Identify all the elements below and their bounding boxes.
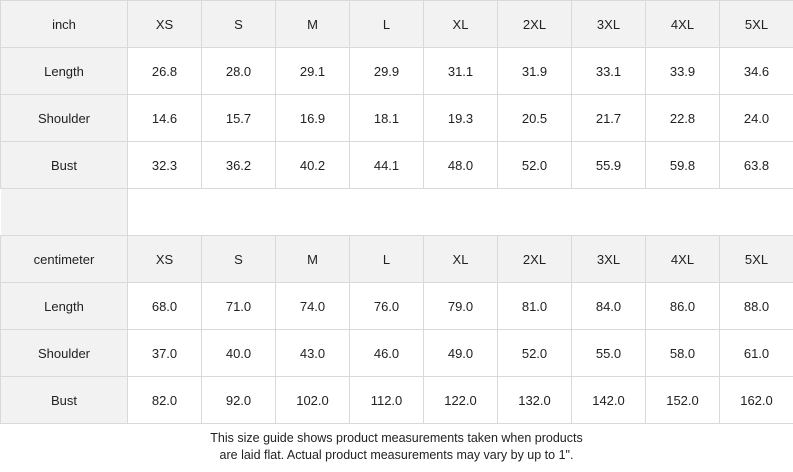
cell-shoulder-5xl-cm: 61.0	[720, 330, 793, 377]
cell-shoulder-m-cm: 43.0	[276, 330, 350, 377]
cell-bust-4xl-inch: 59.8	[646, 142, 720, 189]
cell-shoulder-l-cm: 46.0	[350, 330, 424, 377]
size-header-2xl-inch: 2XL	[498, 1, 572, 48]
cell-shoulder-2xl-inch: 20.5	[498, 95, 572, 142]
cell-length-xs-inch: 26.8	[128, 48, 202, 95]
cell-bust-s-inch: 36.2	[202, 142, 276, 189]
table-spacer-row	[1, 189, 793, 236]
size-header-5xl-inch: 5XL	[720, 1, 793, 48]
cell-shoulder-m-inch: 16.9	[276, 95, 350, 142]
size-header-xl-inch: XL	[424, 1, 498, 48]
table-row	[1, 48, 793, 95]
cell-shoulder-xl-inch: 19.3	[424, 95, 498, 142]
cell-length-4xl-cm: 86.0	[646, 283, 720, 330]
cell-shoulder-xl-cm: 49.0	[424, 330, 498, 377]
cell-shoulder-5xl-inch: 24.0	[720, 95, 793, 142]
size-header-3xl-inch: 3XL	[572, 1, 646, 48]
cell-shoulder-s-cm: 40.0	[202, 330, 276, 377]
cell-bust-5xl-cm: 162.0	[720, 377, 793, 424]
row-label-length-cm: Length	[1, 283, 128, 330]
cell-shoulder-3xl-inch: 21.7	[572, 95, 646, 142]
cell-bust-s-cm: 92.0	[202, 377, 276, 424]
table-row	[1, 283, 793, 330]
cell-length-3xl-inch: 33.1	[572, 48, 646, 95]
size-header-m-inch: M	[276, 1, 350, 48]
cell-length-3xl-cm: 84.0	[572, 283, 646, 330]
cell-shoulder-4xl-inch: 22.8	[646, 95, 720, 142]
cell-bust-4xl-cm: 152.0	[646, 377, 720, 424]
cell-length-2xl-inch: 31.9	[498, 48, 572, 95]
cell-bust-2xl-cm: 132.0	[498, 377, 572, 424]
size-header-xl-cm: XL	[424, 236, 498, 283]
table-row	[1, 95, 793, 142]
unit-label-cm: centimeter	[1, 236, 128, 283]
cell-shoulder-3xl-cm: 55.0	[572, 330, 646, 377]
table-header-row-cm	[1, 236, 793, 283]
cell-shoulder-xs-cm: 37.0	[128, 330, 202, 377]
cell-length-s-inch: 28.0	[202, 48, 276, 95]
cell-length-xs-cm: 68.0	[128, 283, 202, 330]
table-header-row-inch	[1, 1, 793, 48]
cell-bust-xs-cm: 82.0	[128, 377, 202, 424]
cell-length-l-inch: 29.9	[350, 48, 424, 95]
row-label-length-inch: Length	[1, 48, 128, 95]
size-header-xs-cm: XS	[128, 236, 202, 283]
cell-length-xl-cm: 79.0	[424, 283, 498, 330]
size-header-3xl-cm: 3XL	[572, 236, 646, 283]
size-header-4xl-cm: 4XL	[646, 236, 720, 283]
size-header-l-cm: L	[350, 236, 424, 283]
table-row	[1, 330, 793, 377]
unit-label-inch: inch	[1, 1, 128, 48]
row-label-bust-inch: Bust	[1, 142, 128, 189]
cell-bust-l-cm: 112.0	[350, 377, 424, 424]
table-row	[1, 377, 793, 424]
cell-shoulder-l-inch: 18.1	[350, 95, 424, 142]
cell-shoulder-4xl-cm: 58.0	[646, 330, 720, 377]
cell-bust-3xl-cm: 142.0	[572, 377, 646, 424]
size-header-2xl-cm: 2XL	[498, 236, 572, 283]
row-label-shoulder-inch: Shoulder	[1, 95, 128, 142]
cell-shoulder-xs-inch: 14.6	[128, 95, 202, 142]
cell-length-l-cm: 76.0	[350, 283, 424, 330]
row-label-bust-cm: Bust	[1, 377, 128, 424]
row-label-shoulder-cm: Shoulder	[1, 330, 128, 377]
cell-bust-m-cm: 102.0	[276, 377, 350, 424]
cell-bust-xl-cm: 122.0	[424, 377, 498, 424]
cell-bust-2xl-inch: 52.0	[498, 142, 572, 189]
size-header-s-inch: S	[202, 1, 276, 48]
cell-bust-xs-inch: 32.3	[128, 142, 202, 189]
cell-shoulder-2xl-cm: 52.0	[498, 330, 572, 377]
cell-shoulder-s-inch: 15.7	[202, 95, 276, 142]
cell-length-m-cm: 74.0	[276, 283, 350, 330]
table-row	[1, 142, 793, 189]
cell-length-4xl-inch: 33.9	[646, 48, 720, 95]
size-guide-note-line1: This size guide shows product measurements taken when products	[210, 431, 583, 445]
size-guide-note-line2: are laid flat. Actual product measurements may vary by up to 1".	[219, 448, 574, 462]
cell-bust-3xl-inch: 55.9	[572, 142, 646, 189]
size-header-xs-inch: XS	[128, 1, 202, 48]
size-header-5xl-cm: 5XL	[720, 236, 793, 283]
size-header-4xl-inch: 4XL	[646, 1, 720, 48]
cell-length-2xl-cm: 81.0	[498, 283, 572, 330]
cell-length-5xl-inch: 34.6	[720, 48, 793, 95]
cell-bust-l-inch: 44.1	[350, 142, 424, 189]
size-header-m-cm: M	[276, 236, 350, 283]
size-header-s-cm: S	[202, 236, 276, 283]
cell-length-m-inch: 29.1	[276, 48, 350, 95]
cell-bust-xl-inch: 48.0	[424, 142, 498, 189]
cell-length-s-cm: 71.0	[202, 283, 276, 330]
cell-bust-5xl-inch: 63.8	[720, 142, 793, 189]
size-guide-note	[0, 430, 793, 464]
size-header-l-inch: L	[350, 1, 424, 48]
cell-length-5xl-cm: 88.0	[720, 283, 793, 330]
cell-length-xl-inch: 31.1	[424, 48, 498, 95]
cell-bust-m-inch: 40.2	[276, 142, 350, 189]
